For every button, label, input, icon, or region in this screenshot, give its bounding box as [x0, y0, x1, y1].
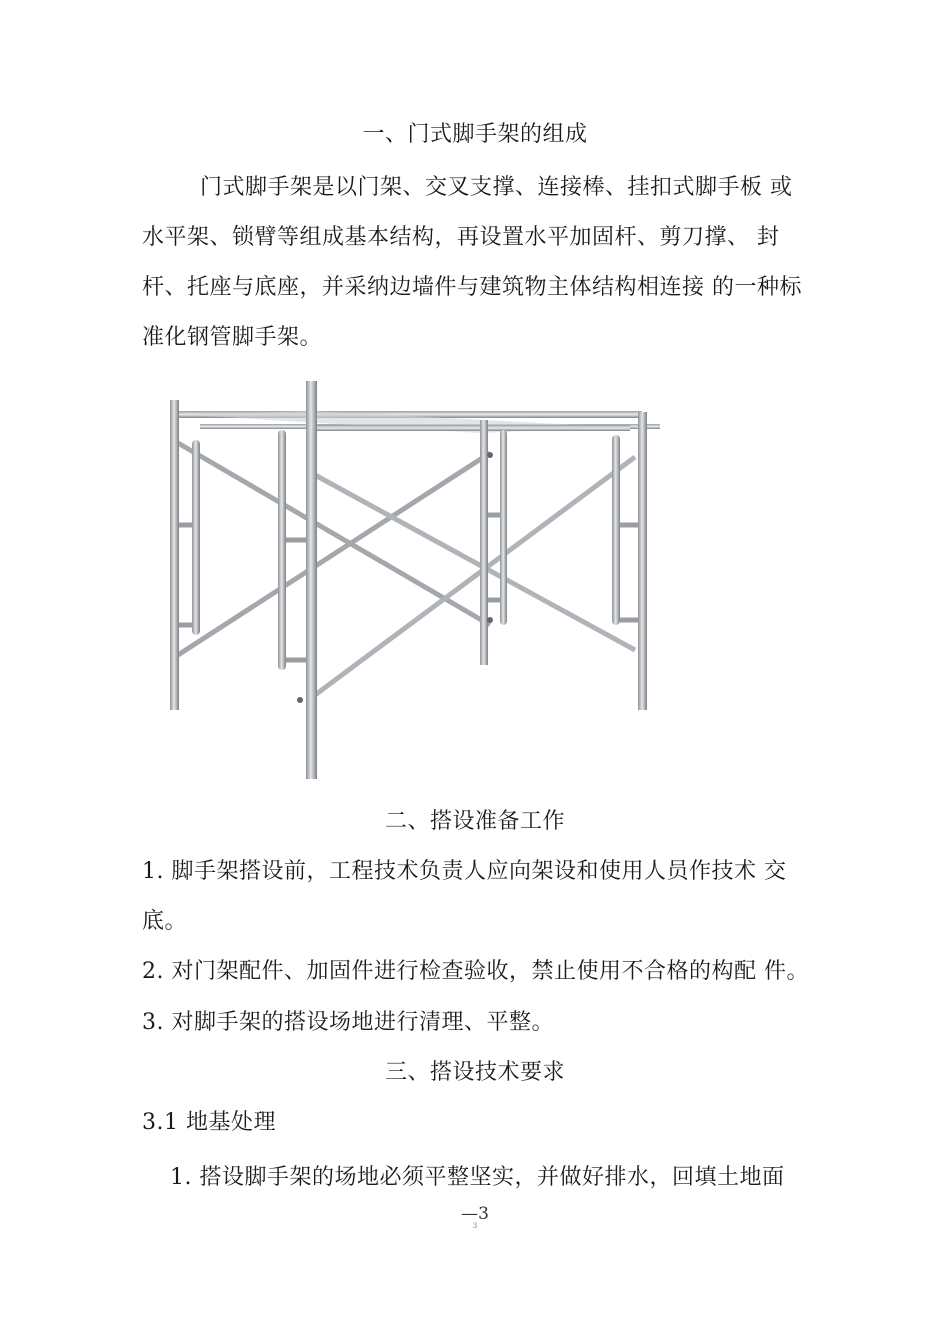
- section1-para-line-2: 水平架、锁臂等组成基本结构，再设置水平加固杆、剪刀撑、 封: [142, 225, 780, 250]
- section1-para-line-4: 准化钢管脚手架。: [142, 325, 323, 350]
- door-frame-scaffold-icon: [150, 375, 670, 785]
- section2-item-3: 3. 对脚手架的搭设场地进行清理、平整。: [142, 1010, 554, 1035]
- section1-heading: 一、门式脚手架的组成: [362, 122, 588, 147]
- page-number: —3: [461, 1204, 489, 1224]
- section2-item-1-cont: 底。: [142, 909, 188, 934]
- scaffold-figure: [150, 375, 670, 785]
- section3-heading: 三、搭设技术要求: [384, 1060, 565, 1085]
- page-number-sub: 3: [472, 1222, 478, 1230]
- section3-item-1: 1. 搭设脚手架的场地必须平整坚实，并做好排水，回填土地面: [170, 1165, 785, 1190]
- section1-para-line-3: 杆、托座与底座，并采纳边墙件与建筑物主体结构相连接 的一种标: [142, 275, 802, 300]
- section3-subheading: 3.1 地基处理: [142, 1110, 276, 1135]
- section2-heading: 二、搭设准备工作: [384, 809, 565, 834]
- section2-item-2: 2. 对门架配件、加固件进行检查验收，禁止使用不合格的构配 件。: [142, 959, 809, 984]
- section1-para-line-1: 门式脚手架是以门架、交叉支撑、连接棒、挂扣式脚手板 或: [200, 175, 793, 200]
- section2-item-1: 1. 脚手架搭设前，工程技术负责人应向架设和使用人员作技术 交: [142, 859, 787, 884]
